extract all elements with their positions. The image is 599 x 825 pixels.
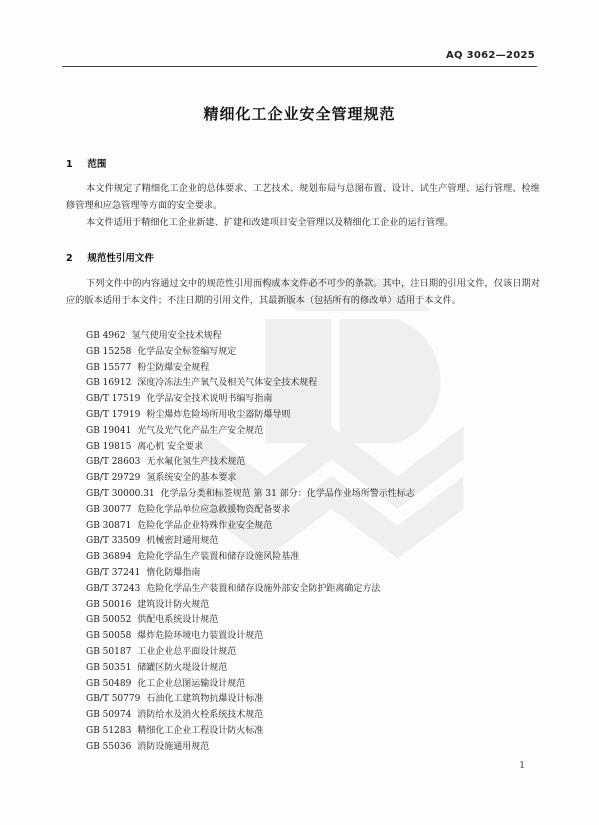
reference-title: 惰化防爆指南 xyxy=(146,567,201,578)
reference-item xyxy=(86,345,415,361)
reference-item xyxy=(86,661,415,677)
reference-item xyxy=(86,740,415,756)
reference-code: GB/T 30000.31 xyxy=(86,488,155,499)
reference-item xyxy=(86,376,415,392)
reference-title: 危险化学品生产装置和储存设施风险基准 xyxy=(137,552,300,563)
reference-title: 供配电系统设计规范 xyxy=(137,615,219,626)
reference-code: GB 30077 xyxy=(86,504,132,515)
section-number: 1 xyxy=(66,159,73,170)
reference-title: 化学品安全技术说明书编写指南 xyxy=(146,394,273,405)
reference-title: 精细化工企业工程设计防火标准 xyxy=(137,725,264,736)
reference-code: GB/T 33509 xyxy=(86,536,141,547)
reference-code: GB 19815 xyxy=(86,441,132,452)
reference-item xyxy=(86,692,415,708)
reference-item xyxy=(86,645,415,661)
reference-title: 危险化学品单位应急救援物资配备要求 xyxy=(137,504,291,515)
reference-code: GB 50351 xyxy=(86,662,132,673)
standard-code: AQ 3062—2025 xyxy=(446,50,535,61)
reference-list xyxy=(86,329,415,756)
reference-code: GB 50489 xyxy=(86,678,132,689)
references-intro-paragraph: 下列文件中的内容通过文中的规范性引用而构成本文件必不可少的条款。其中，注日期的引用文件，仅该日期对应的版本适用于本文件；不注日期的引用文件，其最新版本（包括所有的修改单）适用于本文件。 xyxy=(66,278,540,306)
reference-title: 光气及光气化产品生产安全规范 xyxy=(137,425,264,436)
section-heading-normative-references xyxy=(66,250,154,264)
reference-code: GB 50052 xyxy=(86,615,132,626)
section-number: 2 xyxy=(66,253,73,264)
reference-item xyxy=(86,455,415,471)
section-title: 范围 xyxy=(87,159,107,170)
reference-item xyxy=(86,361,415,377)
reference-item xyxy=(86,708,415,724)
reference-title: 化学品安全标签编写规定 xyxy=(137,346,237,357)
document-title: 精细化工企业安全管理规范 xyxy=(203,105,396,123)
reference-title: 石油化工建筑物抗爆设计标准 xyxy=(146,694,264,705)
reference-item xyxy=(86,424,415,440)
reference-code: GB 15258 xyxy=(86,346,132,357)
reference-code: GB/T 17519 xyxy=(86,394,141,405)
reference-item xyxy=(86,677,415,693)
reference-title: 氢气使用安全技术规程 xyxy=(131,331,222,341)
reference-item xyxy=(86,613,415,629)
reference-item xyxy=(86,408,415,424)
reference-title: 机械密封通用规范 xyxy=(146,536,219,547)
section-heading-scope xyxy=(66,156,106,170)
reference-code: GB 16912 xyxy=(86,378,132,389)
reference-code: GB 4962 xyxy=(86,331,126,341)
reference-item xyxy=(86,329,415,345)
reference-code: GB 50187 xyxy=(86,646,132,657)
reference-item xyxy=(86,724,415,740)
reference-code: GB/T 28603 xyxy=(86,457,141,468)
reference-title: 危险化学品企业特殊作业安全规范 xyxy=(137,520,273,531)
reference-title: 爆炸危险环境电力装置设计规范 xyxy=(137,631,264,642)
reference-item xyxy=(86,550,415,566)
section-title: 规范性引用文件 xyxy=(87,253,154,264)
reference-item xyxy=(86,566,415,582)
reference-code: GB 50016 xyxy=(86,599,132,610)
reference-title: 化工企业总图运输设计规范 xyxy=(137,678,246,689)
reference-code: GB 50974 xyxy=(86,710,132,721)
reference-title: 深度冷冻法生产氧气及相关气体安全技术规程 xyxy=(137,378,318,389)
reference-item xyxy=(86,534,415,550)
reference-code: GB 36894 xyxy=(86,552,132,563)
reference-item xyxy=(86,440,415,456)
reference-item xyxy=(86,487,415,503)
reference-title: 氢系统安全的基本要求 xyxy=(146,473,237,484)
reference-item xyxy=(86,392,415,408)
reference-item xyxy=(86,598,415,614)
reference-code: GB/T 29729 xyxy=(86,473,141,484)
reference-code: GB 50058 xyxy=(86,631,132,642)
reference-title: 消防给水及消火栓系统技术规范 xyxy=(137,710,264,721)
reference-code: GB/T 37241 xyxy=(86,567,141,578)
header-rule xyxy=(62,66,537,67)
reference-item xyxy=(86,629,415,645)
reference-title: 粉尘防爆安全规程 xyxy=(137,362,210,373)
reference-title: 工业企业总平面设计规范 xyxy=(137,646,237,657)
reference-code: GB 30871 xyxy=(86,520,132,531)
reference-item xyxy=(86,471,415,487)
page-number: 1 xyxy=(519,761,525,771)
reference-code: GB/T 37243 xyxy=(86,583,141,594)
reference-code: GB/T 17919 xyxy=(86,409,141,420)
reference-title: 粉尘爆炸危险场所用收尘器防爆导则 xyxy=(146,409,291,420)
reference-code: GB/T 50779 xyxy=(86,694,141,705)
reference-title: 储罐区防火堤设计规范 xyxy=(137,662,228,673)
reference-title: 消防设施通用规范 xyxy=(137,741,210,752)
reference-title: 离心机 安全要求 xyxy=(137,441,204,452)
scope-paragraph-1: 本文件规定了精细化工企业的总体要求、工艺技术、规划布局与总图布置、设计、试生产管理、运行管理、检维修管理和应急管理等方面的安全要求。 xyxy=(66,183,540,211)
reference-code: GB 19041 xyxy=(86,425,132,436)
reference-title: 建筑设计防火规范 xyxy=(137,599,210,610)
reference-code: GB 15577 xyxy=(86,362,132,373)
reference-code: GB 51283 xyxy=(86,725,132,736)
scope-paragraph-2: 本文件适用于精细化工企业新建、扩建和改建项目安全管理以及精细化工企业的运行管理。 xyxy=(86,217,454,228)
reference-title: 危险化学品生产装置和储存设施外部安全防护距离确定方法 xyxy=(146,583,381,594)
reference-item xyxy=(86,582,415,598)
reference-title: 无水氟化氢生产技术规范 xyxy=(146,457,246,468)
reference-title: 化学品分类和标签规范 第 31 部分：化学品作业场所警示性标志 xyxy=(160,488,415,499)
reference-item xyxy=(86,519,415,535)
reference-code: GB 55036 xyxy=(86,741,132,752)
reference-item xyxy=(86,503,415,519)
